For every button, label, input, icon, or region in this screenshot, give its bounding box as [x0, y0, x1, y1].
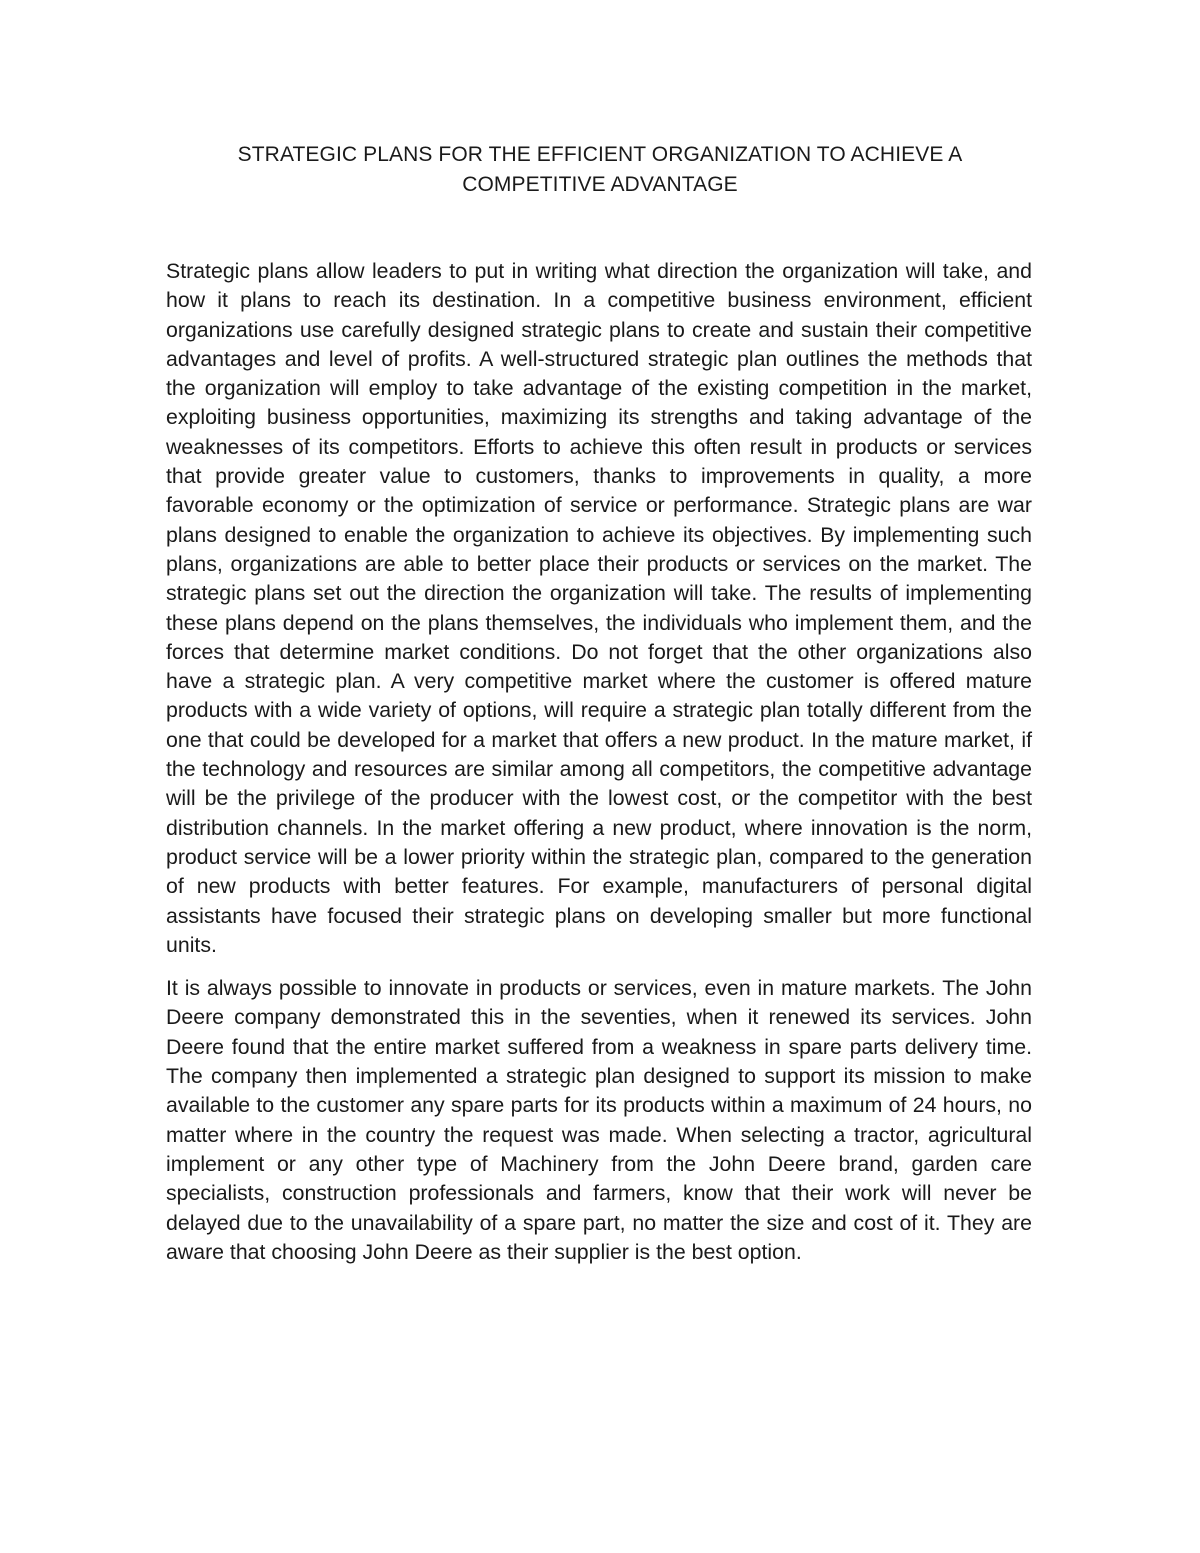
paragraph-1: Strategic plans allow leaders to put in writing what direction the organization will take, and how it plans to reach its destination. In a competitive business environment, efficient organizations use carefully designed strategic plans to create and sustain their competitive advantages and level of profits. A well-structured strategic plan outlines the methods that the organization will employ to take advantage of the existing competition in the market, exploiting business opportunities, maximizing its strengths and taking advantage of the weaknesses of its competitors. Efforts to achieve this often result in products or services that provide greater value to customers, thanks to improvements in quality, a more favorable economy or the optimization of service or performance. Strategic plans are war plans designed to enable the organization to achieve its objectives. By implementing such plans, organizations are able to better place their products or services on the market. The strategic plans set out the direction the organization will take. The results of implementing these plans depend on the plans themselves, the individuals who implement them, and the forces that determine market conditions. Do not forget that the other organizations also have a strategic plan. A very competitive market where the customer is offered mature products with a wide variety of options, will require a strategic plan totally different from the one that could be developed for a market that offers a new product. In the mature market, if the technology and resources are similar among all competitors, the competitive advantage will be the privilege of the producer with the lowest cost, or the competitor with the best distribution channels. In the market offering a new product, where innovation is the norm, product service will be a lower priority within the strategic plan, compared to the generation of new products with better features. For example, manufacturers of personal digital assistants have focused their strategic plans on developing smaller but more functional units.: [166, 259, 1032, 957]
document-body: [166, 257, 1032, 1281]
title-line-2: COMPETITIVE ADVANTAGE: [462, 173, 738, 196]
paragraph-2: It is always possible to innovate in products or services, even in mature markets. The John Deere company demonstrated this in the seventies, when it renewed its services. John Deere found that the entire market suffered from a weakness in spare parts delivery time. The company then implemented a strategic plan designed to support its mission to make available to the customer any spare parts for its products within a maximum of 24 hours, no matter where in the country the request was made. When selecting a tractor, agricultural implement or any other type of Machinery from the John Deere brand, garden care specialists, construction professionals and farmers, know that their work will never be delayed due to the unavailability of a spare part, no matter the size and cost of it. They are aware that choosing John Deere as their supplier is the best option.: [166, 976, 1032, 1264]
document-title: [166, 140, 1034, 200]
title-line-1: STRATEGIC PLANS FOR THE EFFICIENT ORGANIZATION TO ACHIEVE A: [237, 143, 963, 166]
